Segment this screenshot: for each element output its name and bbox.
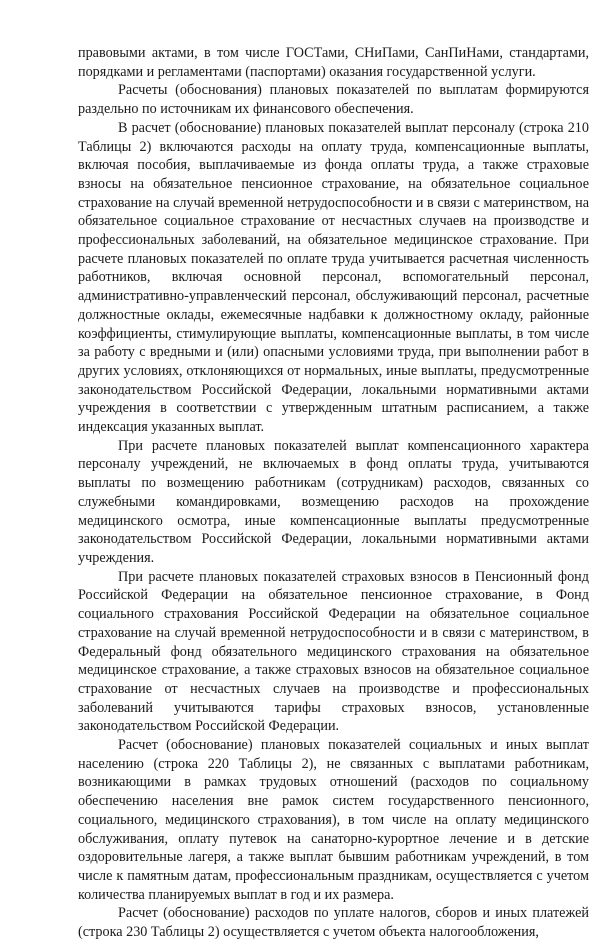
paragraph-compensation-payments: При расчете плановых показателей выплат компенсационного характера персоналу учреждений, не включаемых в фонд оплаты труда, учитываются выплаты по возмещению работникам (сотрудникам) расходов, связанных со служебными командировками, возмещению расходов на прохождение медицинского осмотра, иные компенсационные выплаты предусмотренные законодательством Российской Федерации, локальными нормативными актами учреждения.	[78, 437, 589, 566]
paragraph-insurance-contributions: При расчете плановых показателей страховых взносов в Пенсионный фонд Российской Федерации на обязательное пенсионное страхование, в Фонд социального страхования Российской Федерации на обязательное социальное страхование на случай временной нетрудоспособности и в связи с материнством, в Федеральный фонд обязательного медицинского страхования на обязательное медицинское страхование, а также страховых взносов на обязательное социальное страхование от несчастных случаев на производстве и профессиональных заболеваний учитываются тарифы страховых взносов, установленные законодательством Российской Федерации.	[78, 568, 589, 735]
paragraph-calculations-by-source: Расчеты (обоснования) плановых показателей по выплатам формируются раздельно по источникам их финансового обеспечения.	[78, 82, 589, 118]
paragraph-personnel-payments: В расчет (обоснование) плановых показателей выплат персоналу (строка 210 Таблицы 2) включаются расходы на оплату труда, компенсационные выплаты, включая пособия, выплачиваемые из фонда оплаты труда, а также страховые взносы на обязательное пенсионное страхование, на обязательное социальное страхование на случай временной нетрудоспособности и в связи с материнством, на обязательное социальное страхование от несчастных случаев на производстве и профессиональных заболеваний, на обязательное медицинское страхование. При расчете плановых показателей по оплате труда учитывается расчетная численность работников, включая основной персонал, вспомогательный персонал, административно-управленческий персонал, обслуживающий персонал, расчетные должностные оклады, ежемесячные надбавки к должностному окладу, районные коэффициенты, стимулирующие выплаты, компенсационные выплаты, в том числе за работу с вредными и (или) опасными условиями труда, при выполнении работ в других условиях, отклоняющихся от нормальных, иные выплаты, предусмотренные законодательством Российской Федерации, локальными нормативными актами учреждения в соответствии с утвержденным штатным расписанием, а также индексация указанных выплат.	[78, 119, 589, 436]
paragraph-taxes-fees: Расчет (обоснование) расходов по уплате налогов, сборов и иных платежей (строка 230 Таблицы 2) осуществляется с учетом объекта налогообложения,	[78, 905, 589, 941]
paragraph-social-payments: Расчет (обоснование) плановых показателей социальных и иных выплат населению (строка 220 Таблицы 2), не связанных с выплатами работникам, возникающими в рамках трудовых отношений (расходов по социальному обеспечению населения вне рамок систем государственного пенсионного, социального, медицинского страхования), в том числе на оплату медицинского обслуживания, оплату путевок на санаторно-курортное лечение и в детские оздоровительные лагеря, а также выплат бывшим работникам учреждений, в том числе к памятным датам, профессиональным праздникам, осуществляется с учетом количества планируемых выплат в год и их размера.	[78, 737, 589, 903]
document-page	[78, 44, 589, 942]
paragraph-continuation: правовыми актами, в том числе ГОСТами, СНиПами, СанПиНами, стандартами, порядками и регламентами (паспортами) оказания государственной услуги.	[78, 45, 589, 80]
